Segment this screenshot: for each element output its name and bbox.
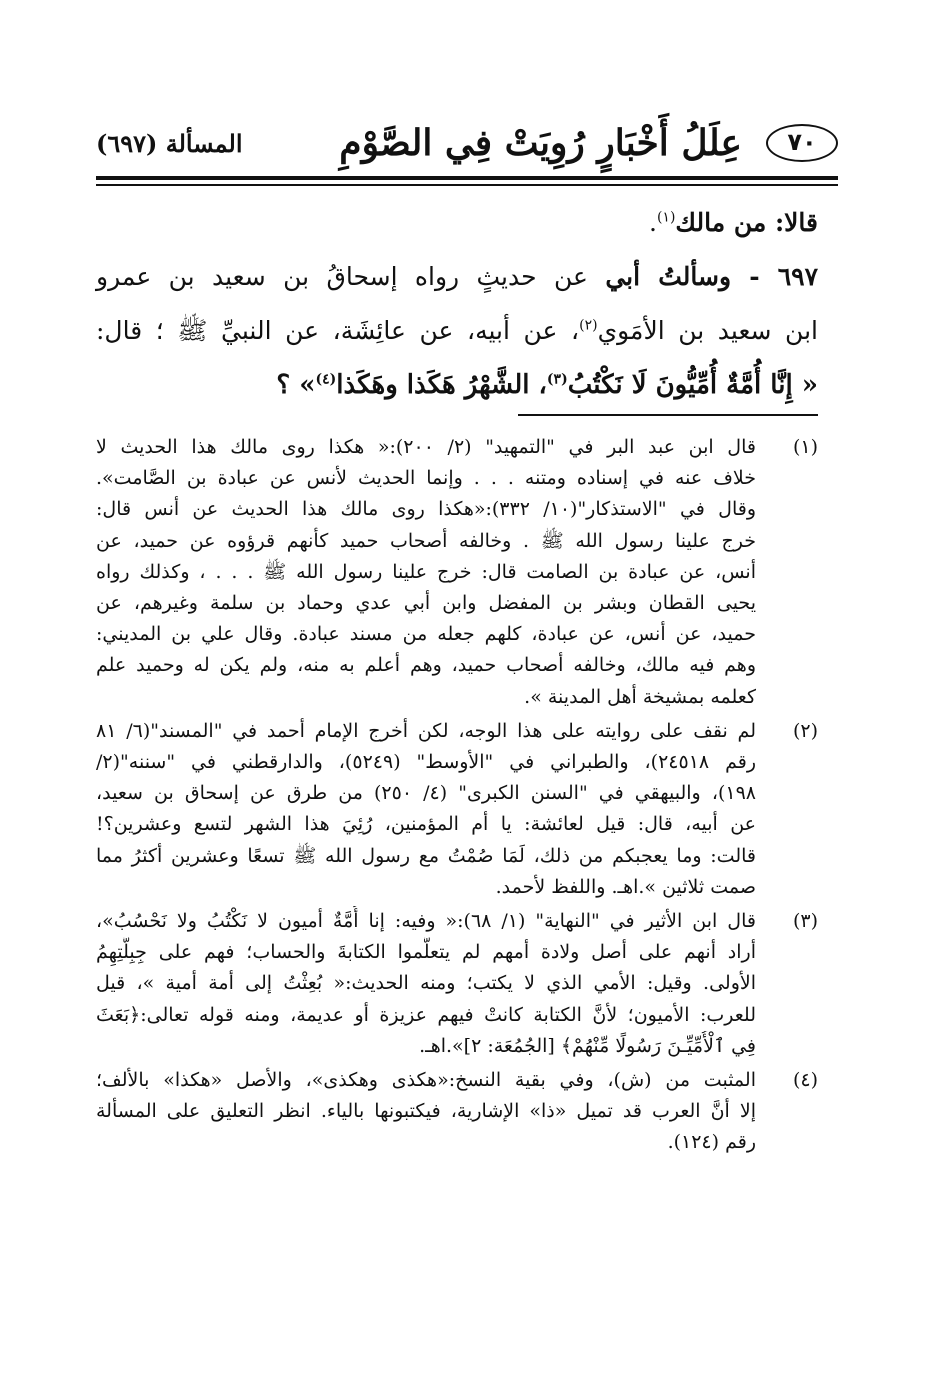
footnote-ref-1: (١) bbox=[656, 209, 676, 226]
main-line-3-b: ، عن أبيه، عن عائِشَة، عن النبيِّ ﷺ ؛ قال: bbox=[96, 316, 580, 345]
footnote-number: (٤) bbox=[792, 1069, 818, 1092]
main-line-2 bbox=[96, 250, 818, 304]
footnote-line: وقال في "الاستذكار"(١٠/ ٣٣٢):«هكذا روى مالك هذا الحديث عن أنس قال: bbox=[96, 498, 756, 521]
footnote-number: (١) bbox=[792, 436, 818, 458]
footnote-1 bbox=[96, 432, 818, 713]
footnote-line: أنس، عن عبادة بن الصامت قال: خرج علينا رسول الله ﷺ . . . ، وكذلك رواه bbox=[96, 560, 756, 583]
footnote-line: قال ابن عبد البر في "التمهيد" (٢/ ٢٠٠):« هكذا روى مالك هذا الحديث لا bbox=[96, 436, 756, 458]
main-line-1-end: . bbox=[649, 208, 657, 237]
main-line-3-a: ابن سعيد بن الأمَوي bbox=[597, 316, 818, 345]
footnote-line: رقم ٢٤٥١٨)، والطبراني في "الأوسط" (٥٢٤٩)، والدارقطني في "سننه"(٢/ bbox=[96, 751, 756, 774]
footnotes bbox=[96, 432, 818, 1162]
footnote-line: لم نقف على روايته على هذا الوجه، لكن أخرج الإمام أحمد في "المسند"(٦/ ٨١ bbox=[96, 719, 756, 742]
issue-reference: المسألة (٦٩٧) bbox=[96, 129, 243, 158]
footnote-line: المثبت من (ش)، وفي بقية النسخ:«هكذى وهكذى»، والأصل «هكذا» بالألف؛ bbox=[96, 1069, 756, 1092]
footnote-4 bbox=[96, 1065, 818, 1159]
issue-number: ٦٩٧ - وسألتُ أبي bbox=[605, 262, 819, 291]
header-rule-thin bbox=[96, 184, 838, 186]
footnote-ref-4: (٤) bbox=[315, 371, 337, 388]
main-line-1 bbox=[96, 196, 818, 250]
footnote-line: قال ابن الأثير في "النهاية" (١/ ٦٨):« وفيه: إنا أُمَّةٌ أميون لا نَكْتُبُ ولا نَحْسُبُ»، bbox=[96, 910, 756, 933]
footnote-number: (٢) bbox=[792, 719, 818, 742]
footnote-line: صمت ثلاثين ».اهـ. واللفظ لأحمد. bbox=[495, 875, 756, 898]
main-line-1-text: قالا: من مالك bbox=[675, 208, 818, 237]
footnote-line: أراد أنهم على أصل ولادة أمهم لم يتعلَّموا الكتابةَ والحساب؛ فهم على جِبِلَّتِهِمُ bbox=[96, 941, 756, 964]
hadith-part-a: « إِنَّا أُمَّةٌ أُمِّيُّونَ لَا نَكْتُبُ bbox=[567, 370, 818, 400]
book-title: عِلَلُ أَخْبَارٍ رُوِيَتْ فِي الصَّوْمِ bbox=[339, 122, 742, 164]
header-rule-thick bbox=[96, 176, 838, 180]
footnote-line: للعرب: الأميون؛ لأنَّ الكتابة كانتْ فيهم عزيزة أو عديمة، ومنه قوله تعالى:﴿بَعَثَ bbox=[96, 1003, 756, 1026]
footnote-line: حميد، عن أنس، عن عبادة، كلهم جعله من مسند عبادة. وقال علي بن المديني: bbox=[96, 623, 756, 646]
main-line-3 bbox=[96, 304, 818, 358]
main-line-4-hadith bbox=[96, 358, 818, 412]
footnote-separator bbox=[518, 414, 818, 416]
footnote-line: رقم (١٢٤). bbox=[667, 1131, 756, 1154]
hadith-part-c: » ؟ bbox=[276, 370, 316, 400]
footnote-line: الأولى. وقيل: الأمي الذي لا يكتب؛ ومنه الحديث:« بُعِثْتُ إلى أمة أمية »، قيل bbox=[96, 972, 756, 995]
footnote-line: وهم فيه مالك، وخالفه أصحاب حميد، وهم أعلم به منه، ولم يكن له وحميد علم bbox=[96, 654, 756, 677]
page-header bbox=[96, 118, 838, 178]
footnote-line: خرج علينا رسول الله ﷺ . وخالفه أصحاب حميد كأنهم قرؤوه عن حميد، عن bbox=[96, 529, 756, 552]
footnote-line: فِي ٱلْأُمِّيِّـنَ رَسُولًا مِّنْهُمْ﴾ [الجُمُعَة: ٢]».اهـ. bbox=[419, 1034, 756, 1057]
footnote-line: عن أبيه، قال: قيل لعائشة: يا أم المؤمنين، رُئِيَ هذا الشهر لتسع وعشرين؟! bbox=[96, 813, 756, 836]
footnote-2 bbox=[96, 716, 818, 903]
footnote-ref-2: (٢) bbox=[579, 317, 598, 334]
footnote-line: قالت: وما يعجبكم من ذلك، لَمَا صُمْتُ مع رسول الله ﷺ تسعًا وعشرين أكثرُ مما bbox=[96, 844, 756, 867]
footnote-line: كعلمه بمشيخة أهل المدينة ». bbox=[524, 685, 756, 708]
footnote-line: خلاف عنه في إسناده ومتنه . . . وإنما الحديث لأنس عن عبادة بن الصَّامت». bbox=[96, 467, 756, 490]
footnote-ref-3: (٣) bbox=[546, 371, 568, 388]
page-number: ٧٠ bbox=[766, 124, 838, 162]
hadith-part-b: ، الشَّهْرُ هَكَذا وهَكَذا bbox=[336, 370, 547, 400]
footnote-3 bbox=[96, 906, 818, 1062]
main-line-2-rest: عن حديثٍ رواه إسحاقُ بن سعيد بن عمرو bbox=[96, 262, 588, 291]
footnote-line: يحيى القطان وبشر بن المفضل وابن أبي عدي وحماد بن سلمة وغيرهم، عن bbox=[96, 592, 756, 615]
footnote-number: (٣) bbox=[792, 910, 818, 933]
footnote-line: ١٩٨)، والبيهقي في "السنن الكبرى" (٤/ ٢٥٠) من طرق عن إسحاق بن سعيد، bbox=[96, 782, 756, 805]
footnote-line: إلا أنَّ العرب قد تميل «ذا» الإشارية، فيكتبونها بالياء. انظر التعليق على المسألة bbox=[96, 1100, 756, 1123]
main-text bbox=[96, 196, 818, 412]
